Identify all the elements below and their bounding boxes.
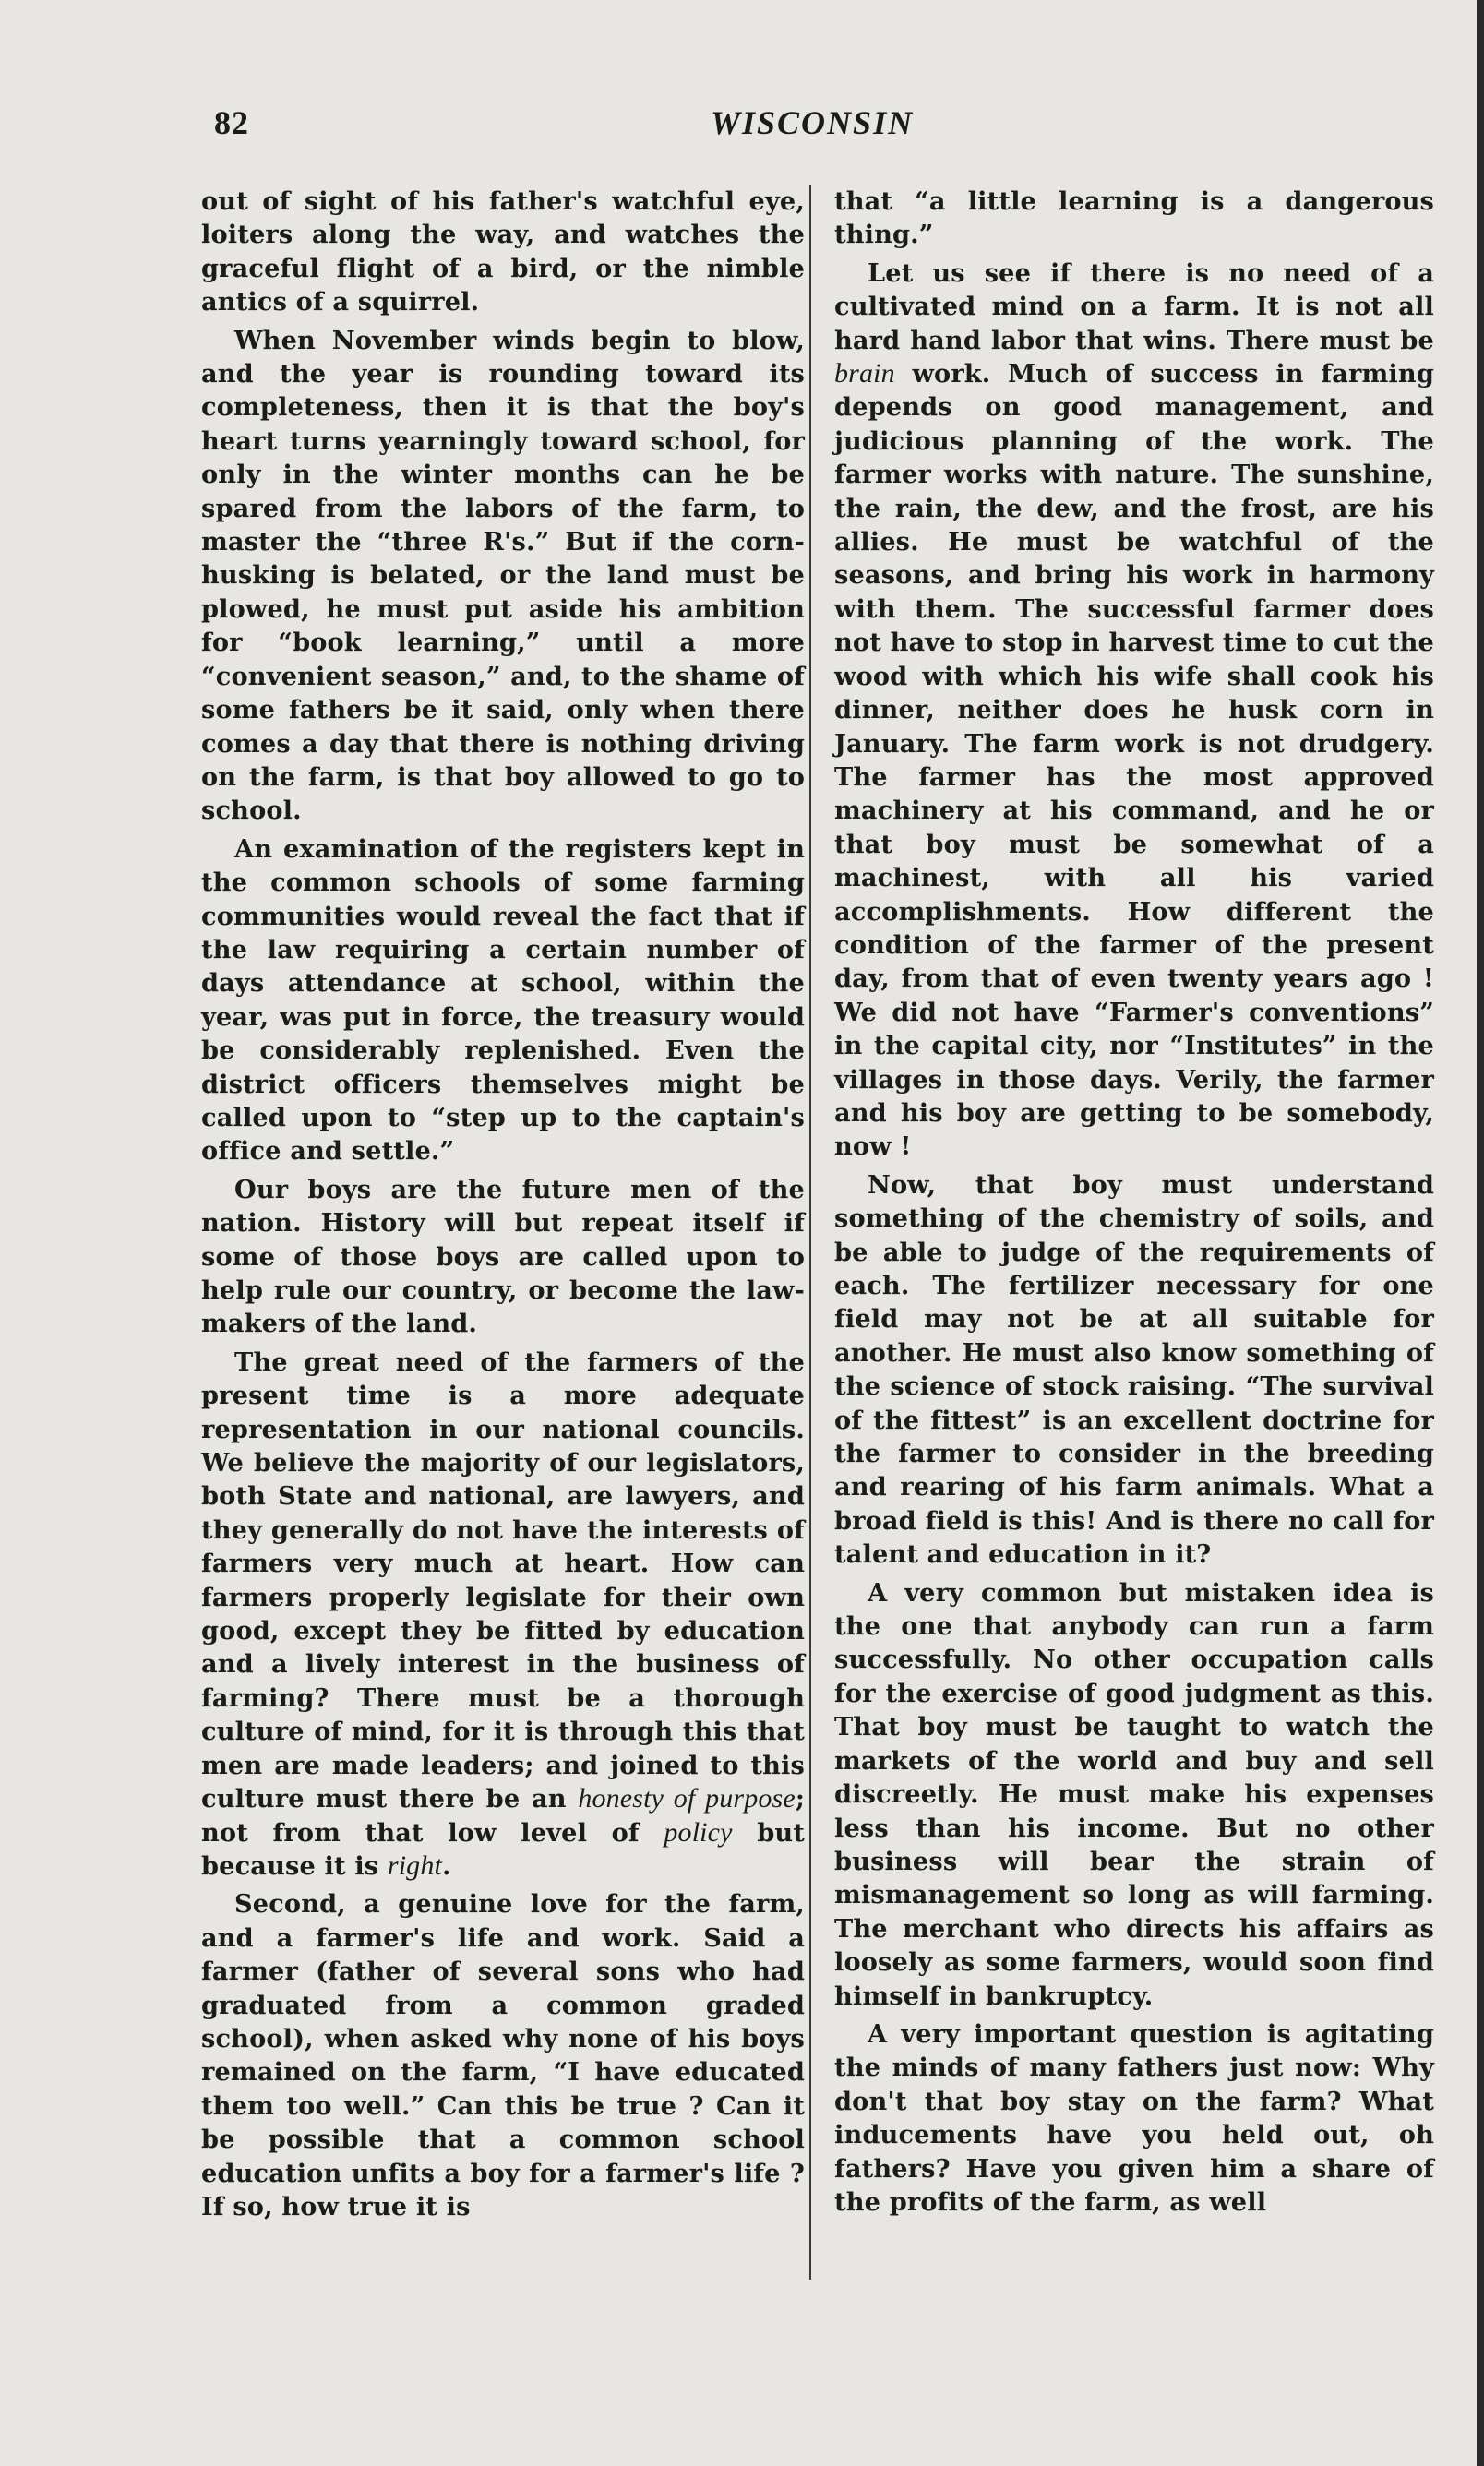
paragraph-text: . [441, 1850, 451, 1881]
italic-phrase: honesty of purpose [578, 1783, 796, 1814]
running-head: WISCONSIN [711, 104, 915, 141]
paragraph: A very common but mistaken idea is the one that anybody can run a farm successfully. No other occupation calls for the exercise of good judgment as this. That boy must be taught to watch the markets of the world and buy and sell discreetly. He must make his expenses less than his income. But no other business will bear the strain of mismanagement so long as will farming. The merchant who directs his affairs as loosely as some farmers, would soon find himself in bankruptcy. [834, 1577, 1434, 2011]
paragraph: A very important question is agitating the minds of many fathers just now: Why don't that boy stay on the farm? What inducements have you held out, oh fathers? Have you given him a share of the profits of the farm, as well [834, 2018, 1434, 2217]
paragraph-text: Let us see if there is no need of a cultivated mind on a farm. It is not all hard hand labor that wins. There must be [834, 257, 1434, 355]
page-number: 82 [214, 104, 249, 141]
column-rule [809, 185, 811, 2280]
paragraph [834, 257, 1434, 1164]
paragraph: out of sight of his father's watchful eye, loiters along the way, and watches the graceful flight of a bird, or the nimble antics of a squirrel. [201, 186, 805, 317]
paragraph: When November winds begin to blow, and the year is rounding toward its completeness, then it is that the boy's heart turns yearningly toward school, for only in the winter months can he be spared from the labors of the farm, to master the “three R's.” But if the corn-husking is belated, or the land must be plowed, he must put aside his ambition for “book learning,” until a more “convenient season,” and, to the shame of some fathers be it said, only when there comes a day that there is nothing driving on the farm, is that boy allowed to go to school. [201, 325, 805, 826]
paragraph: that “a little learning is a dangerous thing.” [834, 186, 1434, 250]
italic-word: right [387, 1850, 442, 1881]
paragraph: Our boys are the future men of the nation. History will but repeat itself if some of those boys are called upon to help rule our country, or become the law-makers of the land. [201, 1174, 805, 1339]
left-column [201, 185, 805, 2228]
paragraph-text: work. Much of success in farming depends on good management, and judicious planning of the work. The farmer works with nature. The sunshine, the rain, the dew, and the frost, are his allies. He must be watchful of the seasons, and bring his work in harmony with them. The successful farmer does not have to stop in harvest time to cut the wood with which his wife shall cook his dinner, neither does he husk corn in January. The farm work is not drudgery. The farmer has the most approved machinery at his command, and he or that boy must be somewhat of a machinest, with all his varied accomplishments. How different the condition of the farmer of the present day, from that of even twenty years ago ! We did not have “Farmer's conventions” in the capital city, nor “Institutes” in the villages in those days. Verily, the farmer and his boy are getting to be somebody, now ! [834, 359, 1434, 1162]
paragraph: An examination of the registers kept in the common schools of some farming communities would reveal the fact that if the law requiring a certain number of days attendance at school, within the year, was put in force, the treasury would be considerably replenished. Even the district officers themselves might be called upon to “step up to the captain's office and settle.” [201, 833, 805, 1167]
paragraph-text: ; not from that low level of [201, 1784, 806, 1848]
paragraph [201, 1346, 805, 1884]
right-column [834, 185, 1434, 2223]
paragraph: Now, that boy must understand something of the chemistry of soils, and be able to judge of the requirements of each. The fertilizer necessary for one field may not be at all suitable for another. He must also know something of the science of stock raising. “The survival of the fittest” is an excellent doctrine for the farmer to consider in the breeding and rearing of his farm animals. What a broad field is this! And is there no call for talent and education in it? [834, 1169, 1434, 1570]
italic-word: policy [664, 1816, 733, 1848]
paragraph: Second, a genuine love for the farm, and a farmer's life and work. Said a farmer (father of several sons who had graduated from a common graded school), when asked why none of his boys remained on the farm, “I have educated them too well.” Can this be true ? Can it be possible that a common school education unfits a boy for a farmer's life ? If so, how true it is [201, 1889, 805, 2221]
page-header [214, 103, 1432, 142]
paragraph-text: The great need of the farmers of the present time is a more adequate representation in our national councils. We believe the majority of our legislators, both State and national, are lawyers, and they generally do not have the interests of farmers very much at heart. How can farmers properly legislate for their own good, except they be fitted by education and a lively interest in the business of farming? There must be a thorough culture of mind, for it is through this that men are made leaders; and joined to this culture must there be an [201, 1347, 805, 1814]
italic-word: brain [834, 358, 895, 389]
page-edge [1477, 0, 1484, 2466]
paragraph-text: but because it is [201, 1817, 805, 1881]
